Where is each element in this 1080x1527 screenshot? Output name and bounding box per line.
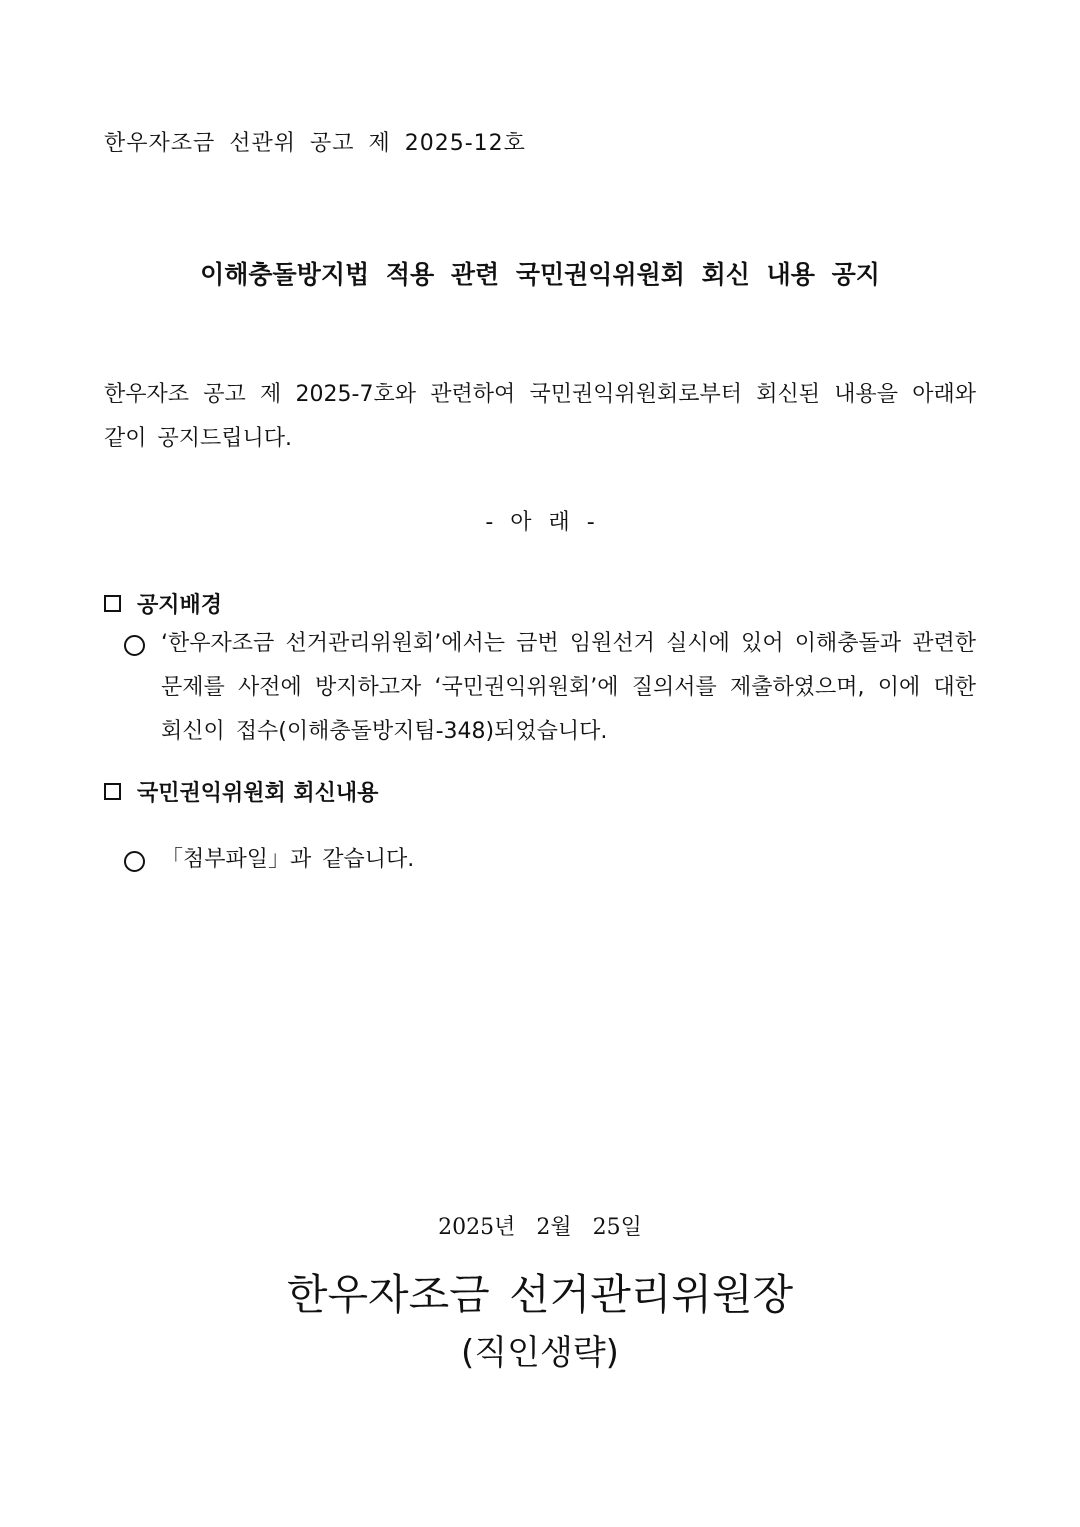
- square-bullet-icon: [104, 783, 121, 800]
- intro-paragraph: 한우자조 공고 제 2025-7호와 관련하여 국민권익위원회로부터 회신된 내용을 아래와 같이 공지드립니다.: [104, 382, 976, 451]
- circle-bullet-icon: [124, 635, 145, 656]
- section-heading-label: 국민권익위원회 회신내용: [137, 781, 379, 806]
- bullet-text: ‘한우자조금 선거관리위원회’에서는 금번 임원선거 실시에 있어 이해충돌과 관련한 문제를 사전에 방지하고자 ‘국민권익위원회’에 질의서를 제출하였으며, 이에 대한 회신이 접수(이해충돌방지팀-348)되었습니다.: [161, 631, 976, 744]
- circle-bullet-icon: [124, 851, 145, 872]
- bullet-item-reply: [124, 838, 976, 882]
- below-marker: - 아 래 -: [485, 510, 595, 535]
- bullet-item-background: [124, 622, 976, 754]
- section-heading-background: [104, 588, 222, 619]
- square-bullet-icon: [104, 595, 121, 612]
- issuer-name: 한우자조금 선거관리위원장: [286, 1270, 794, 1319]
- notice-number: 한우자조금 선관위 공고 제 2025-12호: [104, 131, 526, 156]
- document-title: 이해충돌방지법 적용 관련 국민권익위원회 회신 내용 공지: [200, 260, 880, 289]
- bullet-text: 「첨부파일」과 같습니다.: [161, 847, 415, 872]
- notice-date: 2025년 2월 25일: [438, 1215, 642, 1240]
- section-heading-reply: [104, 776, 378, 807]
- seal-omitted-note: (직인생략): [461, 1333, 619, 1373]
- section-heading-label: 공지배경: [137, 593, 223, 618]
